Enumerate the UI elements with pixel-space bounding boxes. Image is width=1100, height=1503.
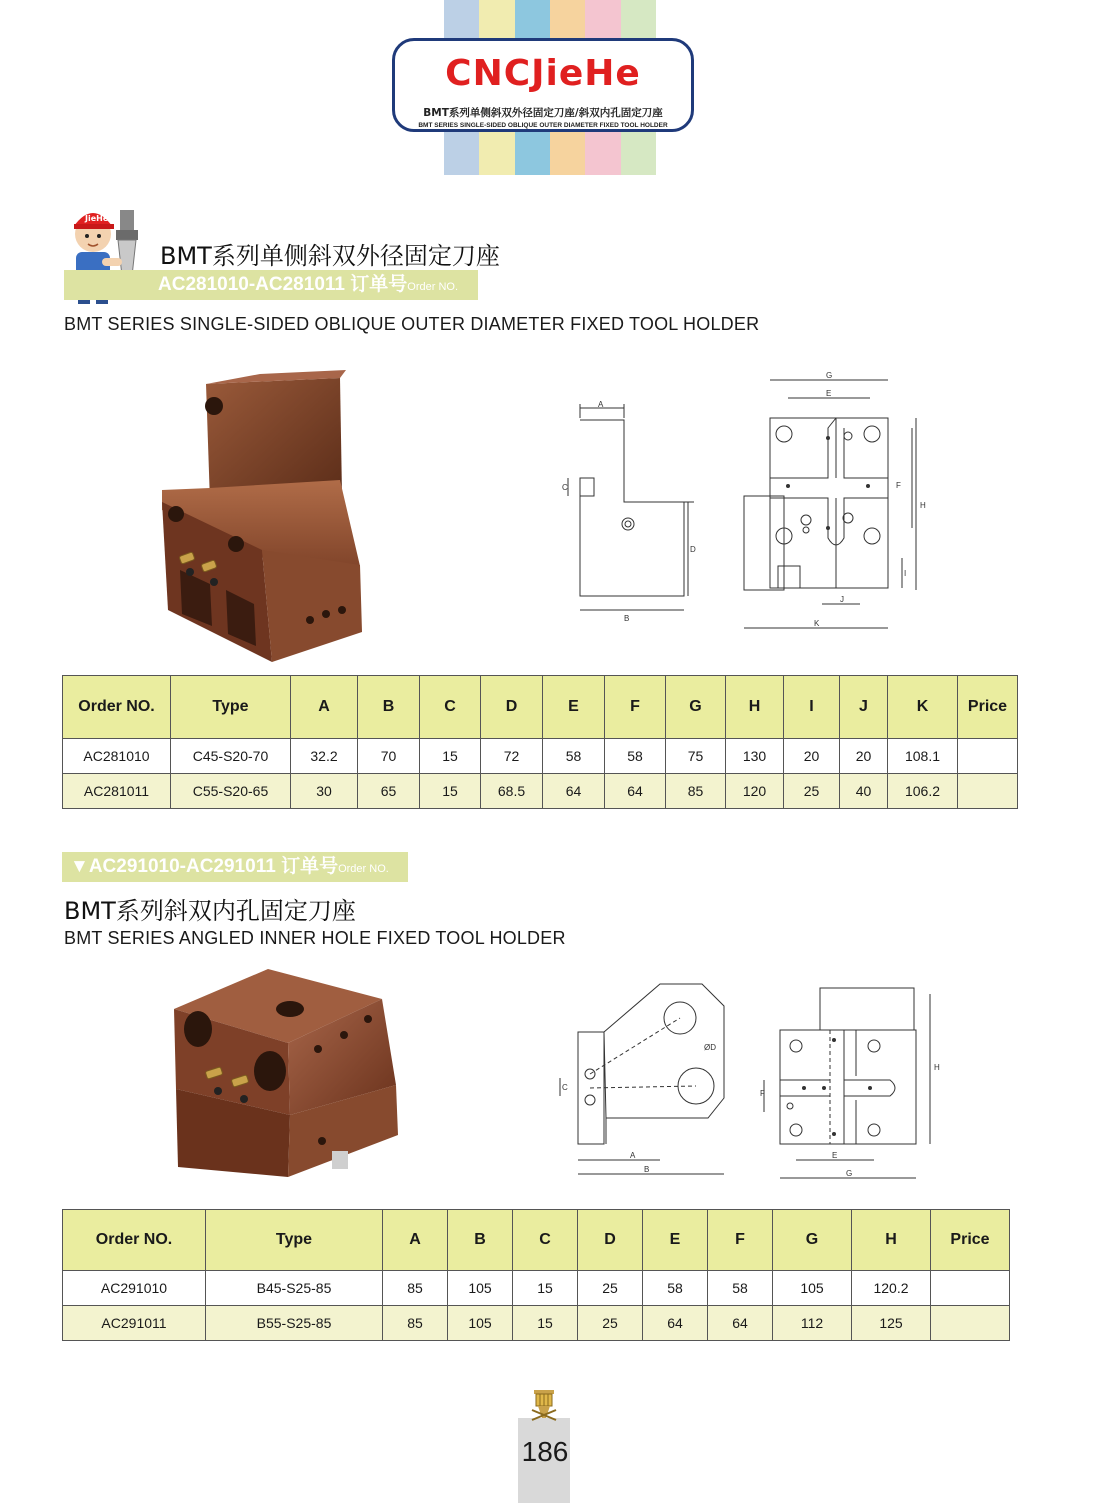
col-header: G — [773, 1210, 852, 1271]
table-cell: C55-S20-65 — [171, 774, 291, 809]
table-cell: 58 — [708, 1271, 773, 1306]
table-cell: 120 — [726, 774, 784, 809]
table-cell: AC281011 — [63, 774, 171, 809]
label-H2: H — [934, 1063, 940, 1072]
price-cell — [958, 774, 1018, 809]
label-C: C — [562, 483, 568, 492]
table-cell: B45-S25-85 — [206, 1271, 383, 1306]
table-cell: 15 — [420, 739, 481, 774]
label-D: D — [690, 545, 696, 554]
table-cell: 64 — [543, 774, 605, 809]
table-cell: 108.1 — [888, 739, 958, 774]
label-C2: C — [562, 1083, 568, 1092]
col-header: F — [605, 676, 666, 739]
tool-holder-icon — [528, 1388, 560, 1422]
table-cell: 15 — [513, 1306, 578, 1341]
col-header: E — [543, 676, 605, 739]
col-header: A — [383, 1210, 448, 1271]
table-cell: 70 — [358, 739, 420, 774]
section1-side-drawing — [558, 398, 698, 624]
section1-order-band — [64, 270, 478, 300]
page-number: 186 — [521, 1436, 569, 1467]
table-cell: 64 — [605, 774, 666, 809]
table-cell: 25 — [578, 1306, 643, 1341]
table-cell: 105 — [448, 1271, 513, 1306]
section2-title-cn: BMT系列斜双内孔固定刀座 — [64, 897, 356, 925]
label-G2: G — [846, 1169, 853, 1178]
table-cell: 32.2 — [291, 739, 358, 774]
col-header: Type — [206, 1210, 383, 1271]
table-cell: 120.2 — [852, 1271, 931, 1306]
table-cell: 105 — [448, 1306, 513, 1341]
section1-title-cn: BMT系列单侧斜双外径固定刀座 — [160, 242, 500, 270]
section2-side-drawing — [550, 978, 732, 1178]
label-F: F — [896, 481, 901, 490]
table-cell: 85 — [383, 1271, 448, 1306]
table-cell: 65 — [358, 774, 420, 809]
table-row — [63, 1271, 1010, 1306]
table-cell: 15 — [420, 774, 481, 809]
col-header: G — [666, 676, 726, 739]
label-B2: B — [644, 1165, 650, 1174]
table-cell: 20 — [784, 739, 840, 774]
col-header: I — [784, 676, 840, 739]
table-cell: C45-S20-70 — [171, 739, 291, 774]
col-header: E — [643, 1210, 708, 1271]
table-cell: 58 — [605, 739, 666, 774]
section1-title-en: BMT SERIES SINGLE-SIDED OBLIQUE OUTER DIAMETER FIXED TOOL HOLDER — [64, 314, 760, 334]
brand-logo — [392, 38, 694, 132]
col-header: H — [726, 676, 784, 739]
section2-order-label-en: Order NO. — [338, 863, 389, 875]
label-E2: E — [832, 1151, 838, 1160]
table-cell: 68.5 — [481, 774, 543, 809]
table-cell: 64 — [643, 1306, 708, 1341]
table-cell: 64 — [708, 1306, 773, 1341]
col-header: Order NO. — [63, 676, 171, 739]
table-cell: 106.2 — [888, 774, 958, 809]
col-header: K — [888, 676, 958, 739]
col-header: A — [291, 676, 358, 739]
table-cell: 40 — [840, 774, 888, 809]
table-cell: 15 — [513, 1271, 578, 1306]
section1-front-drawing — [740, 368, 930, 634]
section1-order-range: AC281010-AC281011 — [158, 274, 345, 295]
col-header: F — [708, 1210, 773, 1271]
label-I: I — [904, 569, 907, 578]
section2-front-drawing — [760, 984, 942, 1184]
section2-order-prefix: ▼ — [70, 856, 89, 877]
label-F2: F — [760, 1089, 765, 1098]
table-row — [63, 1306, 1010, 1341]
section1-order-label-cn: 订单号 — [350, 274, 408, 295]
price-cell — [931, 1306, 1010, 1341]
table-cell: 112 — [773, 1306, 852, 1341]
logo-brand: JieHe — [531, 53, 641, 94]
table-cell: 30 — [291, 774, 358, 809]
col-header: D — [578, 1210, 643, 1271]
logo-subtitle-en: BMT SERIES SINGLE-SIDED OBLIQUE OUTER DIAMETER FIXED TOOL HOLDER — [418, 122, 668, 129]
table-row — [63, 774, 1018, 809]
price-cell — [931, 1271, 1010, 1306]
label-E: E — [826, 389, 832, 398]
col-header: H — [852, 1210, 931, 1271]
table-cell: AC281010 — [63, 739, 171, 774]
table-header-row — [63, 1210, 1010, 1271]
col-header: Price — [958, 676, 1018, 739]
table-cell: 58 — [643, 1271, 708, 1306]
col-header: C — [513, 1210, 578, 1271]
section2-order-band — [62, 852, 408, 882]
label-A2: A — [630, 1151, 636, 1160]
section2-product-image — [168, 965, 408, 1180]
section2-spec-table — [62, 1209, 1010, 1341]
logo-cnc: CNC — [445, 53, 532, 94]
price-cell — [958, 739, 1018, 774]
table-cell: 125 — [852, 1306, 931, 1341]
mascot-cap-text: JieHe — [85, 214, 109, 223]
table-cell: 20 — [840, 739, 888, 774]
table-cell: 58 — [543, 739, 605, 774]
table-row — [63, 739, 1018, 774]
table-cell: 105 — [773, 1271, 852, 1306]
label-K: K — [814, 619, 820, 628]
label-H: H — [920, 501, 926, 510]
table-cell: 25 — [784, 774, 840, 809]
logo-wordmark — [395, 53, 691, 94]
table-cell: 75 — [666, 739, 726, 774]
col-header: D — [481, 676, 543, 739]
table-cell: 85 — [383, 1306, 448, 1341]
col-header: Type — [171, 676, 291, 739]
table-cell: 25 — [578, 1271, 643, 1306]
section2-order-label-cn: 订单号 — [281, 856, 339, 877]
label-D2: ØD — [704, 1043, 716, 1052]
table-cell: 130 — [726, 739, 784, 774]
table-cell: B55-S25-85 — [206, 1306, 383, 1341]
label-B: B — [624, 614, 630, 623]
table-header-row — [63, 676, 1018, 739]
label-J: J — [840, 595, 844, 604]
section1-spec-table — [62, 675, 1018, 809]
col-header: B — [358, 676, 420, 739]
section2-title-en: BMT SERIES ANGLED INNER HOLE FIXED TOOL HOLDER — [64, 928, 566, 948]
label-G: G — [826, 371, 833, 380]
table-cell: AC291010 — [63, 1271, 206, 1306]
table-cell: 85 — [666, 774, 726, 809]
table-cell: AC291011 — [63, 1306, 206, 1341]
col-header: Order NO. — [63, 1210, 206, 1271]
col-header: C — [420, 676, 481, 739]
col-header: Price — [931, 1210, 1010, 1271]
col-header: B — [448, 1210, 513, 1271]
col-header: J — [840, 676, 888, 739]
table-cell: 72 — [481, 739, 543, 774]
section2-order-range: AC291010-AC291011 — [88, 856, 276, 877]
section1-product-image — [150, 370, 380, 665]
logo-subtitle-cn: BMT系列单侧斜双外径固定刀座/斜双内孔固定刀座 — [423, 107, 663, 119]
section1-order-label-en: Order NO. — [407, 281, 458, 293]
label-A: A — [598, 400, 604, 409]
